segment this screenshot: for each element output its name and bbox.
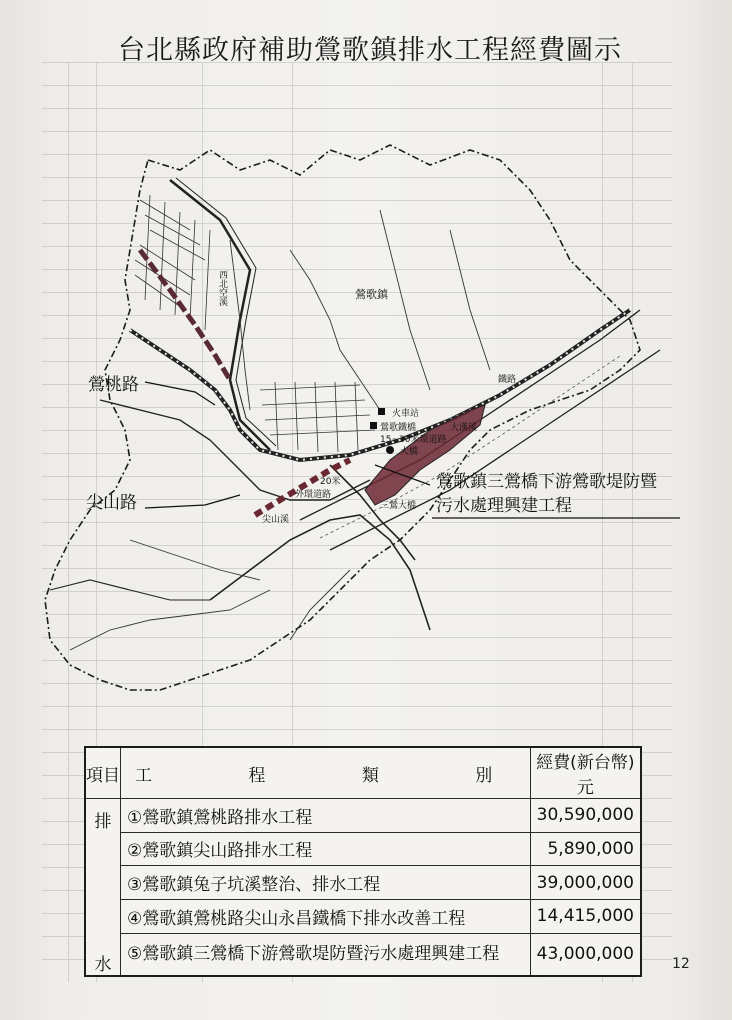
project-jianshan-yongchang-drainage bbox=[255, 460, 350, 515]
leader-yingtao bbox=[145, 382, 215, 405]
row-amount: 39,000,000 bbox=[530, 866, 641, 900]
district-map bbox=[30, 120, 680, 740]
page-number: 12 bbox=[672, 956, 690, 972]
stream-south-1 bbox=[70, 590, 270, 650]
row-amount: 5,890,000 bbox=[530, 832, 641, 866]
stream-south-2 bbox=[130, 540, 260, 580]
map-label-yingge: 鶯歌鎮 bbox=[355, 288, 388, 301]
main-road-3 bbox=[210, 515, 430, 630]
row-item: ③鶯歌鎮兔子坑溪整治、排水工程 bbox=[121, 866, 531, 900]
drainage-cost-table bbox=[84, 746, 642, 977]
map-label-big-bridge: 大橋 bbox=[400, 447, 419, 457]
category-cell bbox=[85, 799, 121, 977]
row-item: ④鶯歌鎮鶯桃路尖山永昌鐵橋下排水改善工程 bbox=[121, 899, 531, 933]
town-grid-northwest bbox=[135, 195, 210, 330]
header-work-type bbox=[121, 747, 531, 799]
category-bottom: 水 bbox=[94, 955, 112, 975]
table-row bbox=[85, 866, 641, 900]
main-road-1 bbox=[170, 180, 270, 450]
page-title: 台北縣政府補助鶯歌鎮排水工程經費圖示 bbox=[118, 35, 622, 66]
header-category: 項目 bbox=[85, 747, 121, 799]
map-label-road20a: 20米 bbox=[320, 477, 341, 487]
stream-south-3 bbox=[290, 570, 350, 640]
stream-north-3 bbox=[450, 230, 490, 370]
bridge-marker bbox=[370, 422, 377, 429]
map-label-road30: 15~30米環道路 bbox=[380, 435, 447, 445]
sanying-bridge-marker bbox=[386, 446, 394, 454]
map-label-sanying-bridge: 三鶯大橋 bbox=[380, 501, 417, 511]
callout-project-note-line2: 污水處理興建工程 bbox=[436, 496, 572, 516]
map-label-dahan: 大漢溪 bbox=[450, 423, 478, 433]
table-row bbox=[85, 933, 641, 976]
header-cost: 經費(新台幣)元 bbox=[530, 747, 641, 799]
row-amount: 14,415,000 bbox=[530, 899, 641, 933]
town-boundary bbox=[45, 145, 640, 690]
row-item: ⑤鶯歌鎮三鶯橋下游鶯歌堤防暨污水處理興建工程 bbox=[121, 933, 531, 976]
table-row bbox=[85, 799, 641, 833]
table-header-row bbox=[85, 747, 641, 799]
header-work-char: 工 bbox=[135, 765, 152, 786]
station-marker bbox=[378, 408, 385, 415]
row-amount: 30,590,000 bbox=[530, 799, 641, 833]
category-top: 排 bbox=[94, 812, 112, 832]
main-road-4 bbox=[50, 580, 210, 600]
callout-project-note-line1: 鶯歌鎮三鶯橋下游鶯歌堤防暨 bbox=[436, 472, 657, 492]
leader-jianshan bbox=[145, 495, 240, 508]
town-grid-center bbox=[260, 382, 375, 452]
map-label-road20b: 外環道路 bbox=[295, 490, 332, 500]
map-label-west-stream: 西北空溪 bbox=[217, 270, 227, 306]
header-work-char: 程 bbox=[248, 765, 266, 786]
table-row bbox=[85, 832, 641, 866]
header-work-char: 別 bbox=[475, 765, 493, 786]
callout-project-note bbox=[436, 470, 657, 518]
map-label-station: 火車站 bbox=[392, 409, 420, 419]
row-amount: 43,000,000 bbox=[530, 933, 641, 976]
map-label-ramp: 鶯歌鐵橋 bbox=[380, 423, 417, 433]
table-row bbox=[85, 899, 641, 933]
map-label-railway: 鐵路 bbox=[498, 375, 517, 385]
header-work-char: 類 bbox=[361, 765, 379, 786]
callout-yingtao-road: 鶯桃路 bbox=[88, 375, 139, 395]
row-item: ②鶯歌鎮尖山路排水工程 bbox=[121, 832, 531, 866]
row-item: ①鶯歌鎮鶯桃路排水工程 bbox=[121, 799, 531, 833]
map-label-jianshan-stream: 尖山溪 bbox=[262, 515, 290, 525]
callout-jianshan-road: 尖山路 bbox=[86, 493, 137, 513]
